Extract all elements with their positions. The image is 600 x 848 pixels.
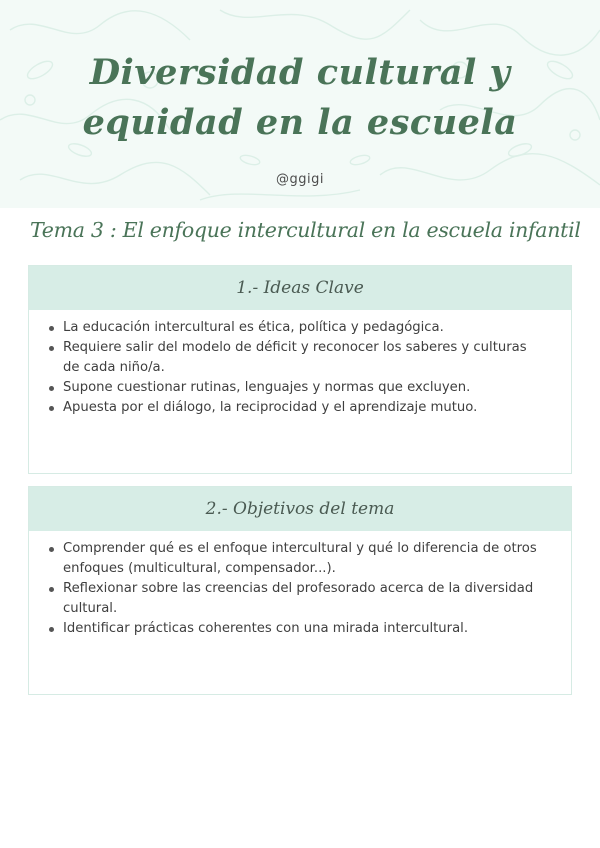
section-heading: 1.- Ideas Clave — [29, 266, 571, 310]
list-item: Identificar prácticas coherentes con una mirada intercultural. — [47, 619, 547, 639]
list-item: La educación intercultural es ética, política y pedagógica. — [47, 318, 547, 338]
list-item: Supone cuestionar rutinas, lenguajes y normas que excluyen. — [47, 378, 547, 398]
section-box-ideas-clave — [28, 265, 572, 474]
list-item: Reflexionar sobre las creencias del profesorado acerca de la diversidad cultural. — [47, 579, 547, 619]
bullet-list — [29, 310, 571, 418]
section-box-objetivos — [28, 486, 572, 695]
bullet-list — [29, 531, 571, 639]
title-line-1: Diversidad cultural y — [89, 52, 511, 93]
list-item: Requiere salir del modelo de déficit y reconocer los saberes y culturas de cada niño/a. — [47, 338, 547, 378]
author-handle: @ggigi — [276, 172, 324, 187]
list-item: Apuesta por el diálogo, la reciprocidad y el aprendizaje mutuo. — [47, 398, 547, 418]
list-item: Comprender qué es el enfoque intercultural y qué lo diferencia de otros enfoques (multicultural, compensador...). — [47, 539, 547, 579]
topic-heading: Tema 3 : El enfoque intercultural en la escuela infantil — [30, 218, 581, 242]
title-line-2: equidad en la escuela — [82, 102, 518, 143]
page-title — [0, 48, 600, 148]
header-banner — [0, 0, 600, 208]
section-heading: 2.- Objetivos del tema — [29, 487, 571, 531]
